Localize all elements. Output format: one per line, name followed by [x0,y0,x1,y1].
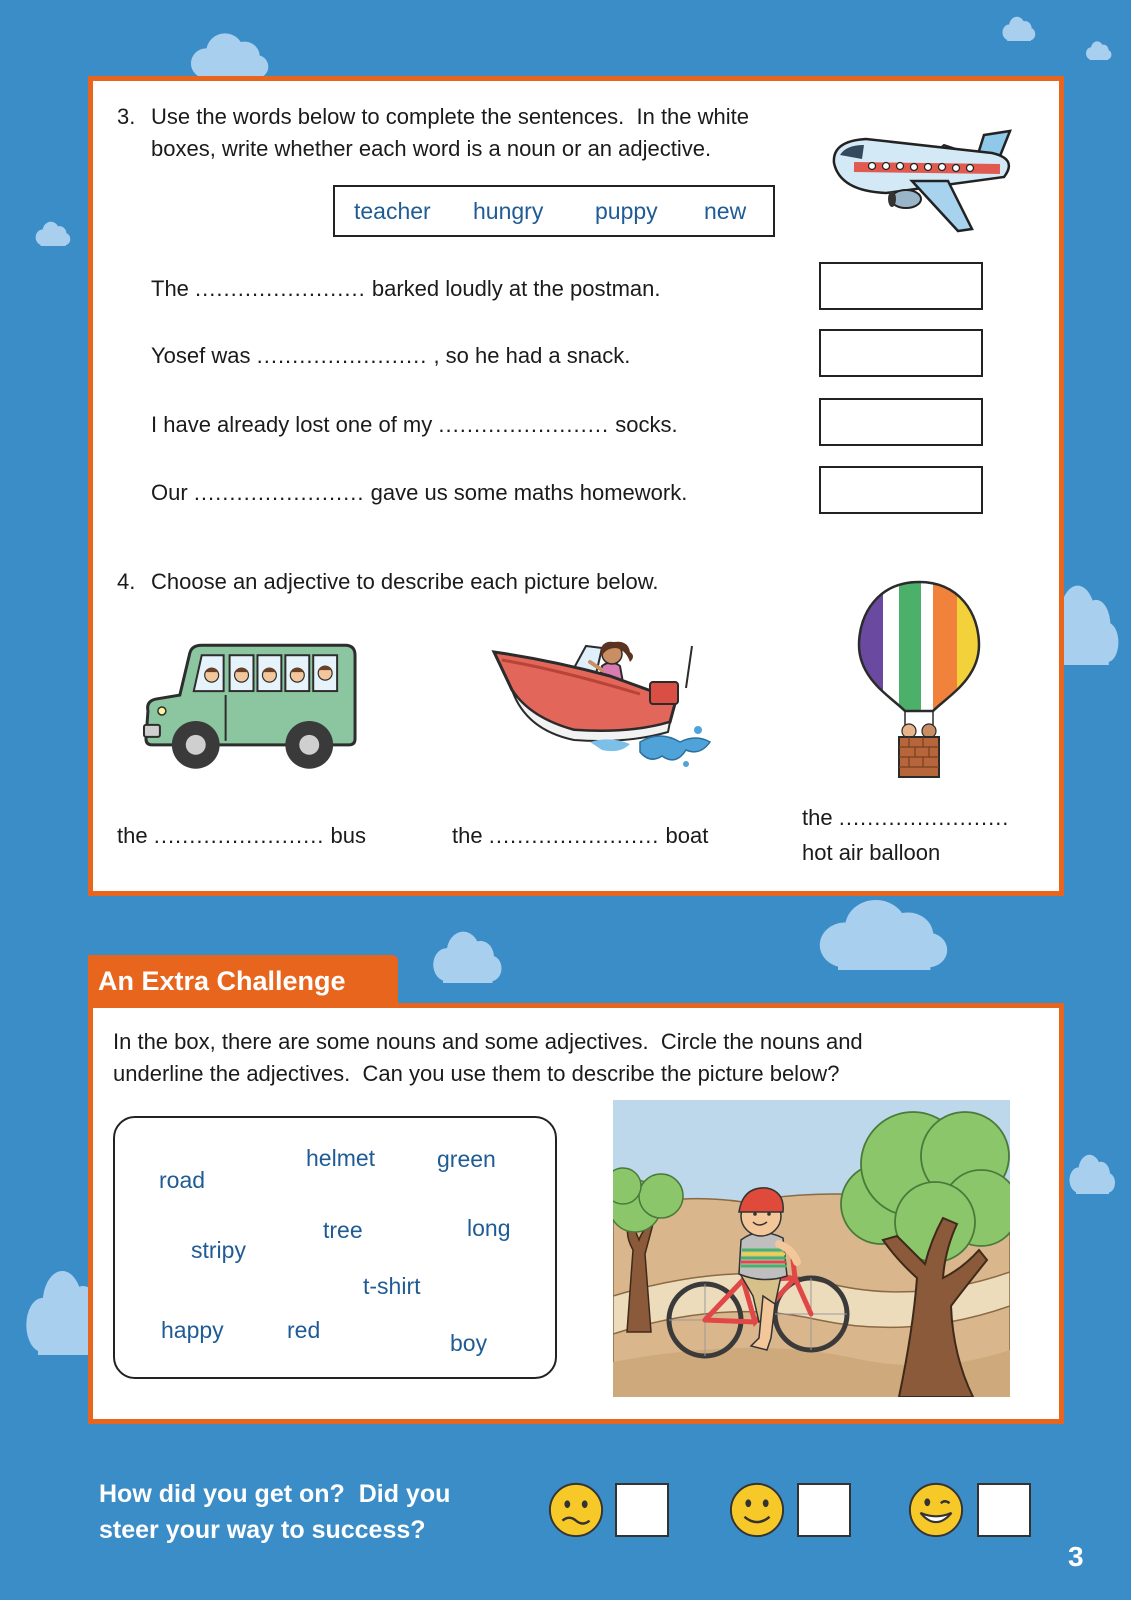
hot-air-balloon-illustration [857,579,981,780]
sentence-start: I have already lost one of my [151,412,433,437]
instruction-text: Use the words below to complete the sentences. In the white [151,104,749,129]
answer-blank: ........................ [438,412,610,437]
boy-cycling-illustration [613,1100,1010,1397]
question-instruction-line [151,568,659,596]
challenge-word: road [159,1167,206,1193]
cloud [1084,40,1112,60]
challenge-word: long [467,1215,511,1241]
speedboat-illustration [490,638,714,774]
sentence-4 [151,479,687,507]
challenge-word: tree [323,1217,363,1243]
cloud [1000,15,1036,41]
cloud [810,895,950,970]
question-instruction-line [151,135,711,163]
self-assessment-box [977,1483,1031,1537]
answer-blank: ........................ [153,823,325,848]
word-type-box [819,398,983,446]
noun-adjective-word-box [113,1116,557,1379]
extra-challenge-tab [88,955,398,1007]
answer-blank: ........................ [838,805,1010,830]
question-instruction-line [151,103,749,131]
answer-blank: ........................ [193,480,365,505]
caption-start: the [452,823,483,848]
sentence-1 [151,275,661,303]
sentence-end: socks. [615,412,678,437]
word-bank-word: puppy [595,198,658,224]
picture-caption-balloon [802,804,1009,832]
answer-blank: ........................ [488,823,660,848]
word-bank-word: hungry [473,198,544,224]
instruction-text: Choose an adjective to describe each picture below. [151,569,659,594]
airplane-illustration [824,117,1024,242]
word-bank-word: new [704,198,747,224]
sentence-start: Yosef was [151,343,251,368]
sentence-start: Our [151,480,188,505]
happy-face-icon [907,1481,965,1539]
answer-blank: ........................ [195,276,366,301]
cloud [428,928,503,983]
question-number: 3. [117,104,136,129]
page-number: 3 [1068,1541,1084,1572]
sentence-end: , so he had a snack. [433,343,631,368]
picture-caption-boat [452,822,708,850]
picture-caption-balloon-end [802,839,940,867]
answer-blank: ........................ [256,343,428,368]
instruction-text: boxes, write whether each word is a noun or an adjective. [151,136,712,161]
sentence-start: The [151,276,189,301]
caption-end: hot air balloon [802,840,941,865]
challenge-word: happy [161,1317,224,1343]
challenge-word: t-shirt [363,1273,421,1299]
sentence-3 [151,411,678,439]
challenge-instruction-line [113,1060,839,1088]
self-assessment-question: How did you get on? Did you [99,1480,451,1508]
challenge-instruction-line [113,1028,863,1056]
word-bank [333,185,775,237]
challenge-word: boy [450,1330,488,1356]
sentence-end: barked loudly at the postman. [371,276,661,301]
picture-caption-bus [117,822,366,850]
challenge-word: stripy [191,1237,246,1263]
sentence-end: gave us some maths homework. [370,480,688,505]
bus-illustration [140,641,363,773]
cloud [1066,1152,1116,1194]
instruction-text: In the box, there are some nouns and some adjectives. Circle the nouns and [113,1029,863,1054]
smile-face-icon [728,1481,786,1539]
self-assessment-box [615,1483,669,1537]
unsure-face-icon [547,1481,605,1539]
word-bank-word: teacher [354,198,431,224]
word-type-box [819,329,983,377]
word-type-box [819,466,983,514]
question-number: 4. [117,569,136,594]
caption-end: boat [665,823,709,848]
section-title: An Extra Challenge [98,966,346,996]
sentence-2 [151,342,630,370]
cloud [185,30,270,80]
word-type-box [819,262,983,310]
cloud [33,220,71,246]
challenge-word: green [437,1146,496,1172]
caption-end: bus [330,823,367,848]
challenge-word: red [287,1317,321,1343]
caption-start: the [802,805,833,830]
challenge-word: helmet [306,1145,376,1171]
self-assessment-box [797,1483,851,1537]
caption-start: the [117,823,148,848]
instruction-text: underline the adjectives. Can you use them to describe the picture below? [113,1061,840,1086]
self-assessment-question: steer your way to success? [99,1516,426,1544]
